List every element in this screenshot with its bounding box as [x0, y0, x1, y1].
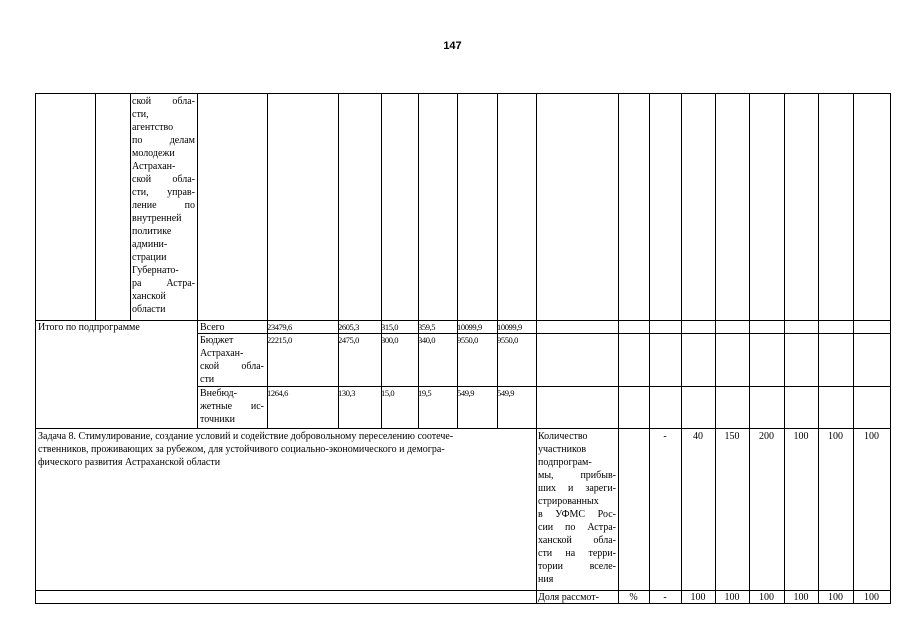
- text-line: области: [132, 304, 166, 315]
- table-col-line: [649, 93, 650, 604]
- funding-value: 2475,0: [338, 335, 359, 345]
- text-line: политике: [132, 226, 172, 237]
- text-line: Бюджет: [200, 335, 234, 346]
- agency-cell: [132, 95, 195, 316]
- funding-source-label: [200, 387, 264, 426]
- funding-value: 10099,9: [497, 322, 522, 332]
- text-line: Внебюд-: [200, 388, 237, 399]
- text-line: жетные ис-: [200, 401, 264, 412]
- funding-value: 23479,6: [267, 322, 292, 332]
- text-line: Губернато-: [132, 265, 179, 276]
- text-line: ния: [538, 574, 554, 585]
- funding-value: 130,3: [338, 388, 356, 398]
- text-line: в УФМС Рос-: [538, 509, 616, 520]
- table-col-line: [418, 93, 419, 428]
- text-line: внутренней: [132, 213, 182, 224]
- text-line: Астрахан-: [132, 161, 176, 172]
- table-rule: [197, 333, 890, 334]
- funding-value: 9550,0: [457, 335, 478, 345]
- table-rule: [35, 428, 890, 429]
- table-col-line: [818, 93, 819, 604]
- text-line: ственников, проживающих за рубежом, для устойчивого социально-экономического и демогра-: [38, 444, 445, 455]
- table-col-line: [95, 93, 96, 320]
- funding-value: 19,5: [418, 388, 432, 398]
- table-rule: [35, 320, 890, 321]
- text-line: сти: [200, 374, 215, 385]
- table-col-line: [338, 93, 339, 428]
- funding-value: 22215,0: [267, 335, 292, 345]
- funding-source-label: [200, 321, 264, 334]
- table-col-line: [853, 93, 854, 604]
- text-line: ской обла-: [132, 96, 195, 107]
- text-line: подпрограм-: [538, 457, 592, 468]
- text-line: сти,: [132, 109, 149, 120]
- text-line: мы, прибыв-: [538, 470, 616, 481]
- table-col-line: [197, 93, 198, 428]
- text-line: Всего: [200, 322, 225, 333]
- page-number: 147: [443, 40, 462, 52]
- text-line: ра Астра-: [132, 278, 195, 289]
- task8-indicator: [538, 430, 616, 586]
- funding-value: 9550,0: [497, 335, 518, 345]
- text-line: агентство: [132, 122, 174, 133]
- text-line: Астрахан-: [200, 348, 244, 359]
- text-line: участников: [538, 444, 587, 455]
- target-value: 100: [724, 592, 740, 603]
- table-rule: [197, 386, 890, 387]
- table-col-line: [497, 93, 498, 428]
- table-col-line: [130, 93, 131, 320]
- funding-value: 10099,9: [457, 322, 482, 332]
- funding-value: 549,9: [457, 388, 475, 398]
- task8-description: [38, 430, 534, 469]
- table-top-border: [35, 93, 890, 94]
- funding-value: 1264,6: [267, 388, 288, 398]
- funding-value: 359,5: [418, 322, 436, 332]
- target-value: 100: [864, 431, 879, 442]
- text-line: страции: [132, 252, 167, 263]
- funding-value: 549,9: [497, 388, 515, 398]
- text-line: ших и зареги-: [538, 483, 616, 494]
- table-col-line: [381, 93, 382, 428]
- text-line: ханской: [132, 291, 166, 302]
- table-col-line: [681, 93, 682, 604]
- text-line: ской обла-: [132, 174, 195, 185]
- text-line: админи-: [132, 239, 168, 250]
- table-col-line: [890, 93, 891, 604]
- target-value: 200: [759, 431, 774, 442]
- text-line: ской обла-: [200, 361, 264, 372]
- task8-base: -: [663, 431, 667, 442]
- target-value: 150: [724, 431, 740, 442]
- text-line: сти, управ-: [132, 187, 195, 198]
- target-value: 100: [793, 431, 809, 442]
- funding-value: 315,0: [381, 322, 399, 332]
- funding-value: 2605,3: [338, 322, 359, 332]
- target-value: 100: [793, 592, 809, 603]
- funding-value: 340,0: [418, 335, 436, 345]
- target-value: 100: [864, 592, 879, 603]
- last-base: -: [663, 592, 667, 603]
- text-line: сии по Астра-: [538, 522, 616, 533]
- total-label: Итого по подпрограмме: [38, 322, 140, 333]
- last-unit: %: [629, 592, 638, 603]
- table-col-line: [618, 93, 619, 604]
- text-line: Количество: [538, 431, 588, 442]
- target-value: 100: [828, 431, 843, 442]
- text-line: фического развития Астраханской области: [38, 457, 221, 468]
- table-col-line: [715, 93, 716, 604]
- text-line: тории вселе-: [538, 561, 616, 572]
- target-value: 100: [828, 592, 843, 603]
- text-line: стрированных: [538, 496, 599, 507]
- funding-value: 15,0: [381, 388, 395, 398]
- target-value: 40: [693, 431, 703, 442]
- text-line: молодежи: [132, 148, 175, 159]
- text-line: по делам: [132, 135, 195, 146]
- target-value: 100: [759, 592, 774, 603]
- target-value: 100: [690, 592, 706, 603]
- table-col-line: [457, 93, 458, 428]
- table-col-line: [749, 93, 750, 604]
- text-line: ханской обла-: [538, 535, 616, 546]
- text-line: сти на терри-: [538, 548, 616, 559]
- table-col-line: [784, 93, 785, 604]
- table-col-line: [35, 93, 36, 604]
- funding-source-label: [200, 334, 264, 386]
- table-col-line: [267, 93, 268, 428]
- text-line: Задача 8. Стимулирование, создание условий и содействие добровольному переселению соотече-: [38, 431, 454, 442]
- text-line: ление по: [132, 200, 195, 211]
- text-line: точники: [200, 414, 235, 425]
- last-indicator: Доля рассмот-: [538, 592, 599, 603]
- table-col-line: [536, 93, 537, 604]
- funding-value: 300,0: [381, 335, 399, 345]
